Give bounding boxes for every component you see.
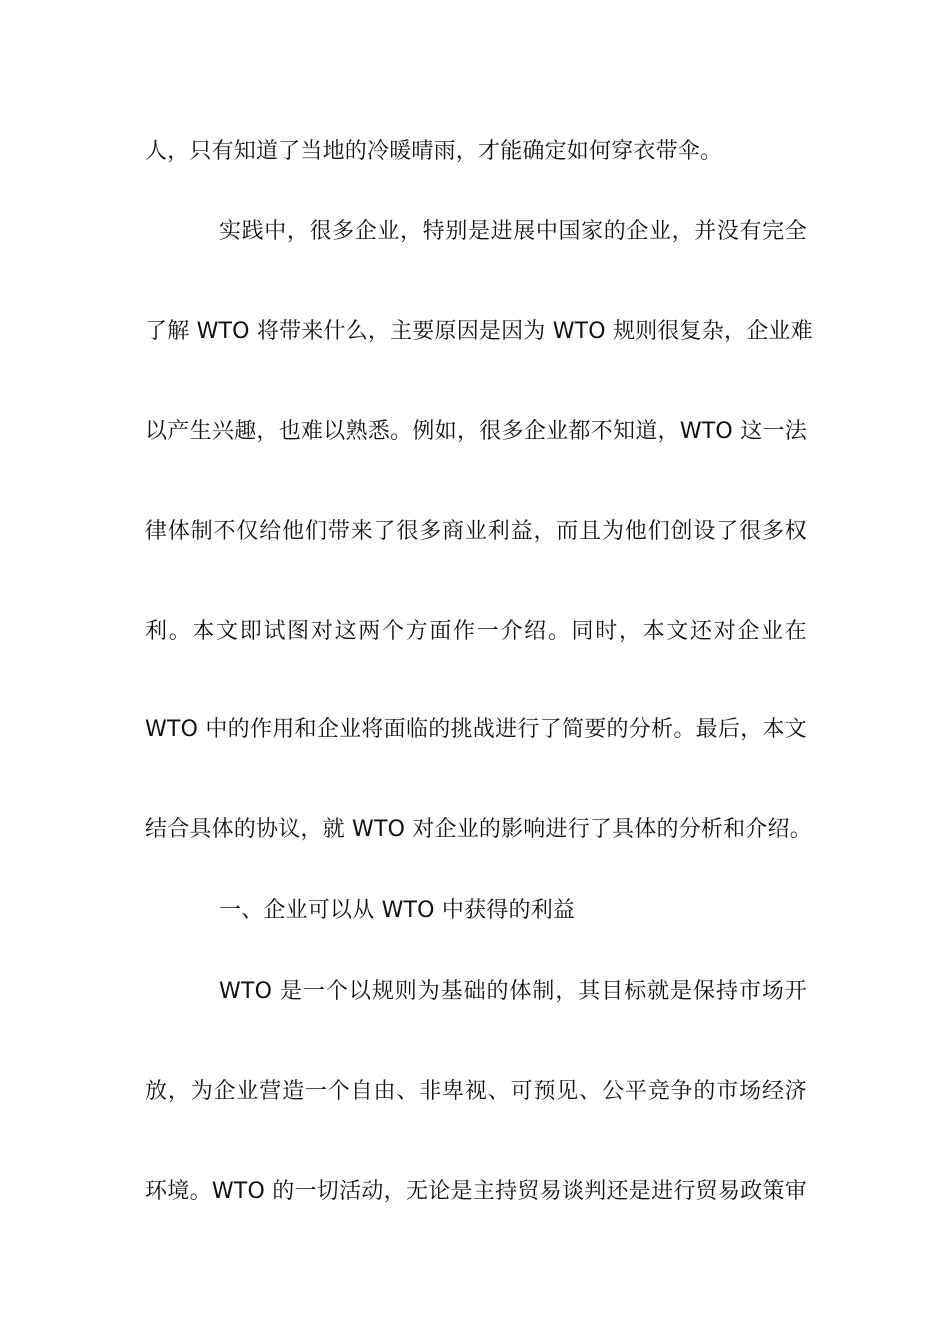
- paragraph-line-7: WTO 中的作用和企业将面临的挑战进行了简要的分析。最后，本文: [145, 717, 807, 742]
- paragraph-line-2: 实践中，很多企业，特别是进展中国家的企业，并没有完全: [219, 219, 807, 244]
- paragraph-line-6: 利。本文即试图对这两个方面作一介绍。同时，本文还对企业在: [145, 619, 807, 644]
- paragraph-line-9: WTO 是一个以规则为基础的体制，其目标就是保持市场开: [219, 979, 807, 1004]
- section-heading: 一、企业可以从 WTO 中获得的利益: [219, 898, 576, 923]
- paragraph-line-5: 律体制不仅给他们带来了很多商业利益，而且为他们创设了很多权: [145, 519, 807, 544]
- paragraph-line-10: 放，为企业营造一个自由、非卑视、可预见、公平竞争的市场经济: [145, 1079, 807, 1104]
- paragraph-line-8: 结合具体的协议，就 WTO 对企业的影响进行了具体的分析和介绍。: [145, 817, 812, 842]
- paragraph-line-1: 人，只有知道了当地的冷暖晴雨，才能确定如何穿衣带伞。: [145, 139, 723, 164]
- paragraph-line-11: 环境。WTO 的一切活动，无论是主持贸易谈判还是进行贸易政策审: [145, 1179, 807, 1204]
- paragraph-line-4: 以产生兴趣，也难以熟悉。例如，很多企业都不知道，WTO 这一法: [145, 419, 807, 444]
- paragraph-line-3: 了解 WTO 将带来什么，主要原因是因为 WTO 规则很复杂，企业难: [145, 319, 813, 344]
